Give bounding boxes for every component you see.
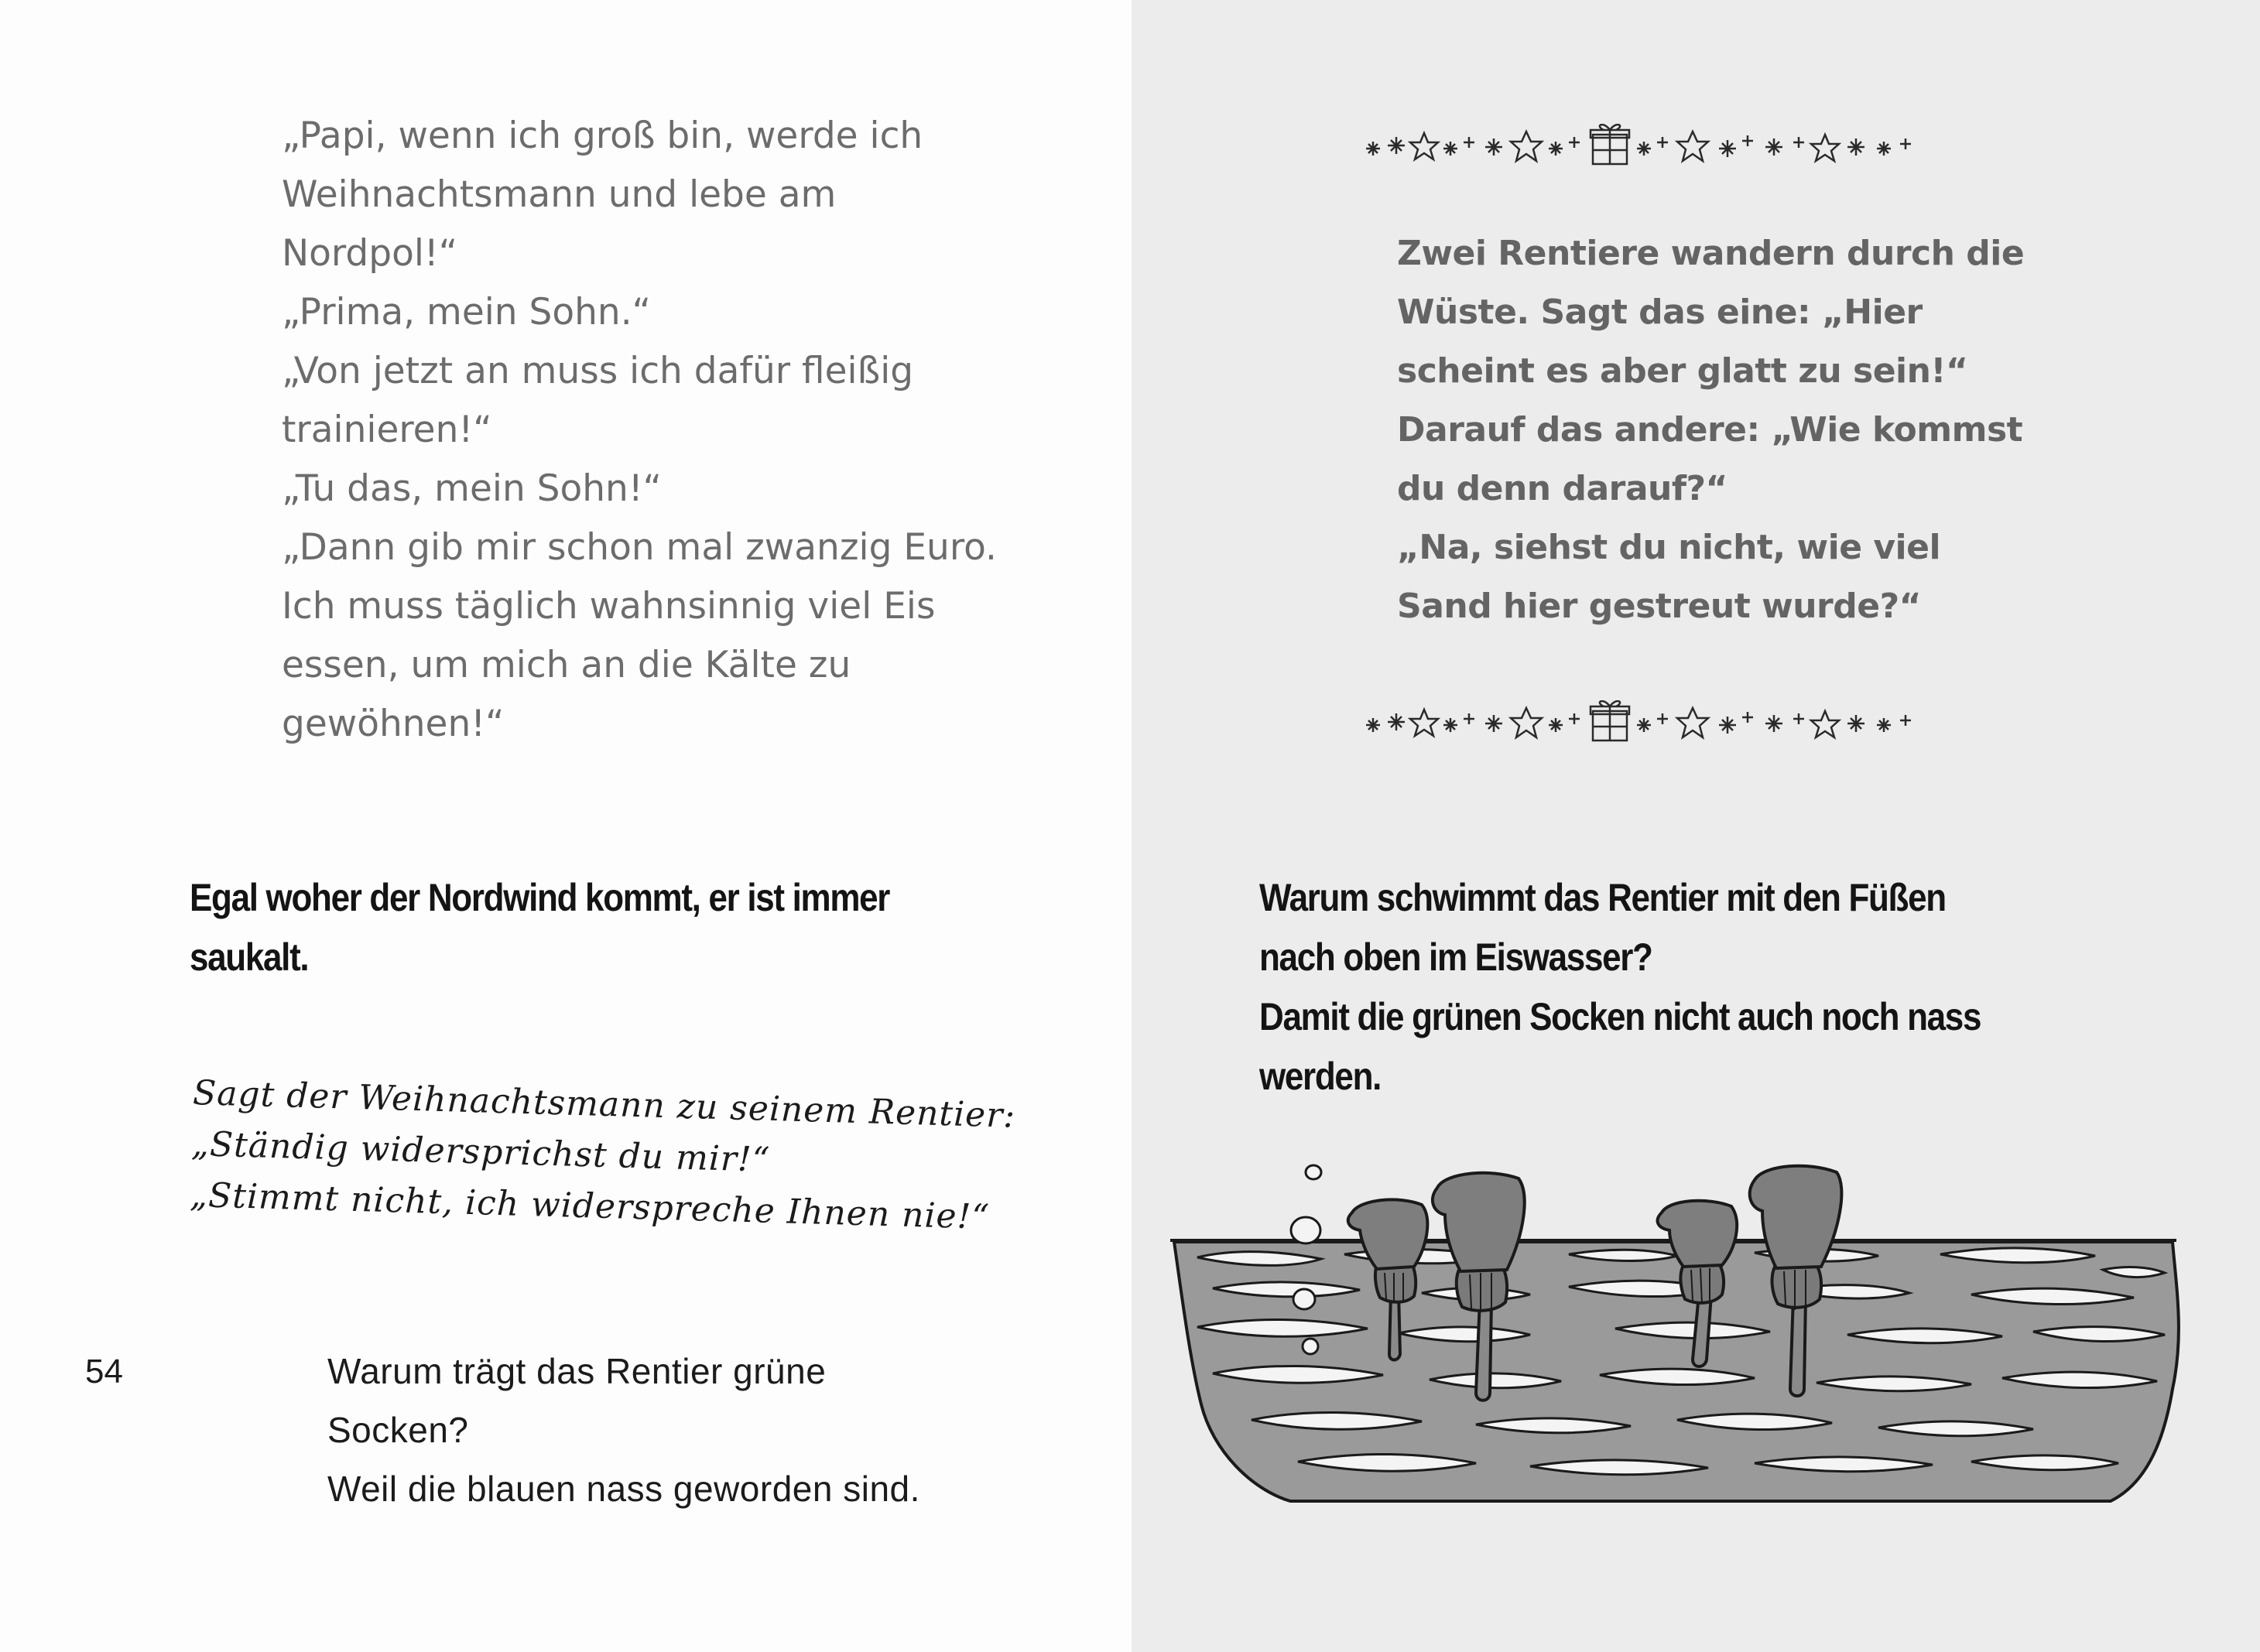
joke-line: Warum schwimmt das Rentier mit den Füßen [1259,876,1946,919]
joke-line: Sagt der Weihnachtsmann zu seinem Rentier: [192,1072,1016,1136]
joke-line: werden. [1259,1055,1382,1098]
joke-line: Warum trägt das Rentier grüne [327,1351,827,1391]
sparkle-icon [1847,139,1864,156]
joke-line: „Von jetzt an muss ich dafür fleißig [282,350,914,392]
sparkle-icon [1464,713,1474,724]
star-icon [1811,711,1839,737]
joke-line: du denn darauf?“ [1397,469,1728,508]
star-icon [1410,133,1438,159]
sparkle-icon [1485,139,1502,156]
sparkle-icon [1793,137,1804,148]
sparkle-icon [1877,718,1891,732]
sparkle-icon [1443,142,1457,156]
joke-line: „Tu das, mein Sohn!“ [282,467,663,510]
joke-line: essen, um mich an die Kälte zu [282,644,851,686]
page-number: 54 [85,1353,123,1390]
sparkle-icon [1388,713,1405,730]
sparkle-icon [1742,135,1753,146]
joke-line: „Ständig widersprichst du mir!“ [190,1124,771,1180]
sparkle-icon [1900,715,1911,726]
joke-line: „Stimmt nicht, ich widerspreche Ihnen nie!“ [189,1175,991,1237]
star-icon [1511,132,1542,161]
joke-line: „Papi, wenn ich groß bin, werde ich [282,115,923,157]
right-page [1132,0,2260,1652]
joke-line: Wüste. Sagt das eine: „Hier [1397,292,1923,332]
joke-line: nach oben im Eiswasser? [1259,935,1652,979]
joke-line: Ich muss täglich wahnsinnig viel Eis [282,585,936,628]
joke-line: trainieren!“ [282,409,492,451]
joke-line: „Na, siehst du nicht, wie viel [1397,528,1941,567]
bubble [1306,1165,1321,1179]
star-icon [1677,708,1708,737]
star-gift-ornament-bottom [1364,700,2006,747]
star-icon [1677,132,1708,161]
joke-line: gewöhnen!“ [282,703,505,745]
joke-line: Zwei Rentiere wandern durch die [1397,234,2025,273]
gift-icon [1591,125,1629,164]
sparkle-icon [1464,137,1474,148]
bubble [1293,1289,1315,1309]
joke-line: Darauf das andere: „Wie kommst [1397,410,2023,450]
joke-line: Egal woher der Nordwind kommt, er ist immer [190,876,890,919]
joke-line: „Prima, mein Sohn.“ [282,291,651,333]
star-icon [1410,710,1438,736]
sparkle-icon [1569,137,1580,148]
nordwind-joke [190,868,889,987]
dialogue-joke [282,107,997,754]
bubble [1303,1339,1318,1354]
sparkle-icon [1877,142,1891,156]
joke-line: saukalt. [190,935,309,979]
sparkle-icon [1366,142,1380,156]
sparkle-icon [1900,139,1911,149]
joke-line: scheint es aber glatt zu sein!“ [1397,351,1968,391]
sparkle-icon [1485,715,1502,732]
joke-line: Damit die grünen Socken nicht auch noch nass [1259,995,1981,1038]
sparkle-icon [1388,137,1405,154]
star-icon [1811,135,1839,161]
sparkle-icon [1742,712,1753,723]
rentier-joke [189,1068,1016,1244]
sparkle-icon [1765,715,1782,732]
sparkle-icon [1637,718,1651,732]
joke-line: „Dann gib mir schon mal zwanzig Euro. [282,526,997,569]
sparkle-icon [1765,139,1782,156]
sparkle-icon [1569,713,1580,724]
sparkle-icon [1443,718,1457,732]
bubble [1291,1217,1320,1243]
wueste-joke [1397,224,2024,636]
eiswasser-joke [1259,868,1981,1106]
sparkle-icon [1549,142,1563,156]
joke-line: Weihnachtsmann und lebe am [282,173,837,216]
joke-line: Socken? [327,1410,469,1450]
sparkle-icon [1719,140,1736,157]
sparkle-icon [1793,713,1804,724]
sparkle-icon [1637,142,1651,156]
joke-line: Weil die blauen nass geworden sind. [327,1469,920,1509]
gift-icon [1591,701,1629,740]
reindeer-legs-illustration [1166,1157,2188,1520]
socken-joke [327,1342,920,1518]
joke-line: Nordpol!“ [282,232,458,275]
sparkle-icon [1847,715,1864,732]
sparkle-icon [1366,718,1380,732]
sparkle-icon [1657,713,1668,724]
sparkle-icon [1719,717,1736,734]
star-gift-ornament-top [1364,124,2006,170]
sparkle-icon [1549,718,1563,732]
sparkle-icon [1657,137,1668,148]
joke-line: Sand hier gestreut wurde?“ [1397,587,1922,626]
star-icon [1511,708,1542,737]
